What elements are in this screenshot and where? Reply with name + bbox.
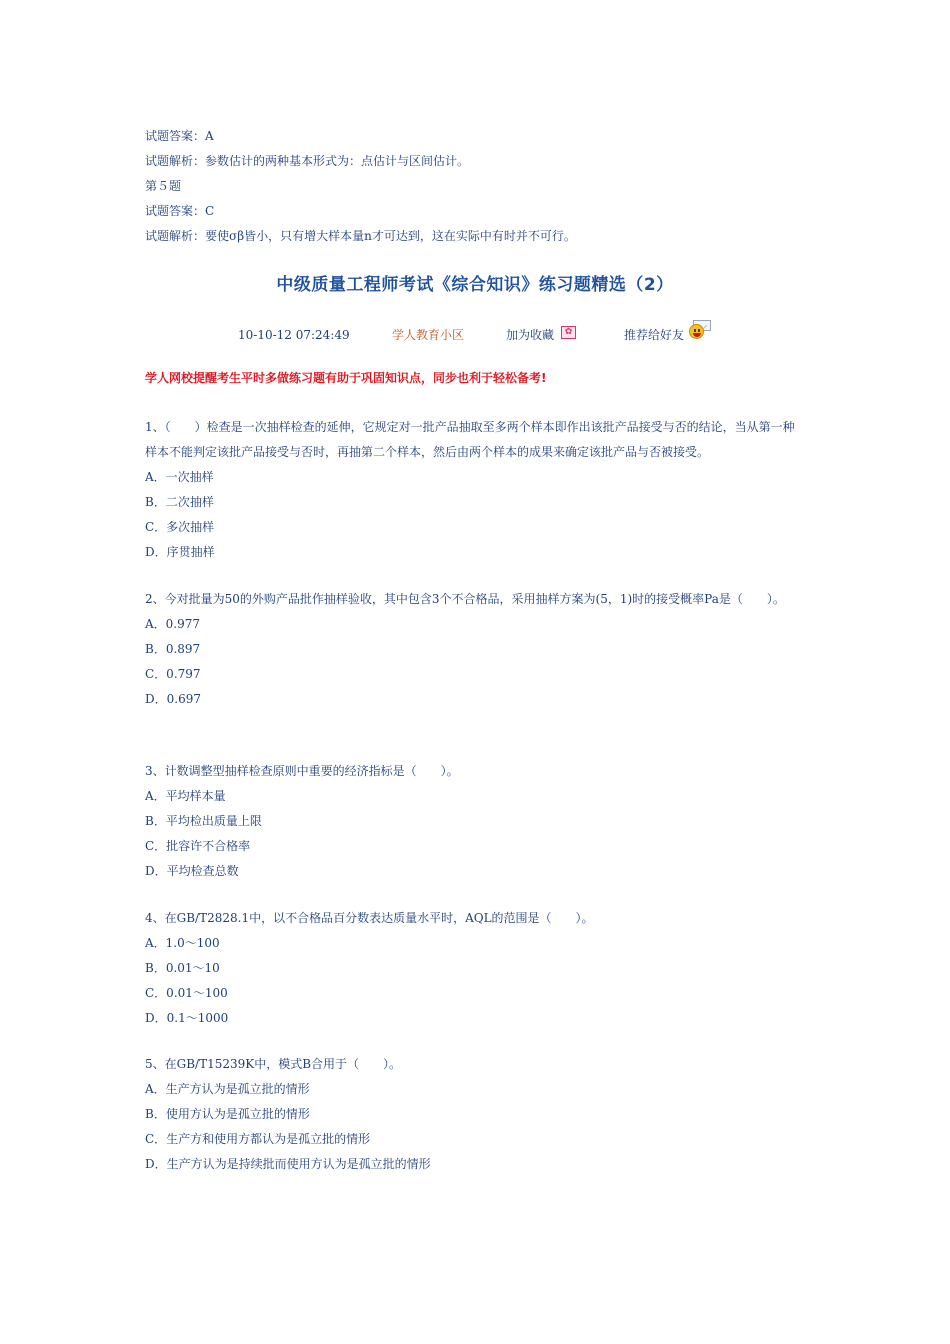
option: B．使用方认为是孤立批的情形: [145, 1107, 310, 1121]
option: C．批容许不合格率: [145, 839, 251, 853]
article-title: 中级质量工程师考试《综合知识》练习题精选（2）: [276, 275, 674, 295]
question-stem: 1、（ ）检查是一次抽样检查的延伸，它规定对一批产品抽取至多两个样本即作出该批产品接受与否的结论，当从第一种样本不能判定该批产品接受与否时，再抽第二个样本，然后由两个样本的成果来确定该批产品与否被接受。: [145, 420, 795, 459]
option: C．多次抽样: [145, 520, 215, 534]
explanation-line: 试题解析：参数估计的两种基本形式为：点估计与区间估计。: [145, 154, 470, 168]
option: D．平均检查总数: [145, 864, 239, 878]
question-5: [145, 1052, 805, 1177]
favorite-icon[interactable]: ✿: [561, 326, 576, 339]
article-meta: [0, 322, 950, 348]
smiley-icon[interactable]: [689, 324, 704, 339]
site-link[interactable]: 学人教育小区: [392, 328, 465, 342]
option: D．0.1～1000: [145, 1011, 229, 1025]
option: B．二次抽样: [145, 495, 214, 509]
recommend-link[interactable]: 推荐给好友: [624, 328, 685, 342]
answer-line: 试题答案：C: [145, 204, 215, 218]
option: A．生产方认为是孤立批的情形: [145, 1082, 310, 1096]
question-stem: 3、计数调整型抽样检查原则中重要的经济指标是（ ）。: [145, 764, 459, 778]
add-favorite-link[interactable]: 加为收藏: [506, 328, 555, 342]
post-date: 10-10-12 07:24:49: [238, 328, 350, 342]
study-notice: 学人网校提醒考生平时多做练习题有助于巩固知识点，同步也利于轻松备考!: [145, 371, 547, 385]
option: D．序贯抽样: [145, 545, 215, 559]
option: D．0.697: [145, 692, 201, 706]
option: B．平均检出质量上限: [145, 814, 262, 828]
option: A．1.0～100: [145, 936, 220, 950]
question-3: [145, 759, 805, 884]
option: C．0.01～100: [145, 986, 228, 1000]
question-stem: 4、在GB/T2828.1中，以不合格品百分数表达质量水平时，AQL的范围是（ ）。: [145, 911, 594, 925]
option: A．0.977: [145, 617, 201, 631]
option: C．0.797: [145, 667, 201, 681]
previous-answers: [145, 124, 805, 249]
question-stem: 5、在GB/T15239K中，模式B合用于（ ）。: [145, 1057, 402, 1071]
question-number-line: 第５题: [145, 179, 182, 193]
option: A．一次抽样: [145, 470, 214, 484]
explanation-line: 试题解析：要使σβ皆小，只有增大样本量n才可达到，这在实际中有时并不可行。: [145, 229, 576, 243]
question-2: [145, 587, 805, 712]
option: B．0.897: [145, 642, 201, 656]
option: A．平均样本量: [145, 789, 226, 803]
answer-line: 试题答案：A: [145, 129, 214, 143]
question-1: [145, 415, 805, 565]
question-4: [145, 906, 805, 1031]
option: B．0.01～10: [145, 961, 220, 975]
question-stem: 2、今对批量为50的外购产品批作抽样验收，其中包含3个不合格品，采用抽样方案为(5，1)时的接受概率Pa是（ ）。: [145, 592, 785, 606]
option: D．生产方认为是持续批而使用方认为是孤立批的情形: [145, 1157, 431, 1171]
option: C．生产方和使用方都认为是孤立批的情形: [145, 1132, 371, 1146]
